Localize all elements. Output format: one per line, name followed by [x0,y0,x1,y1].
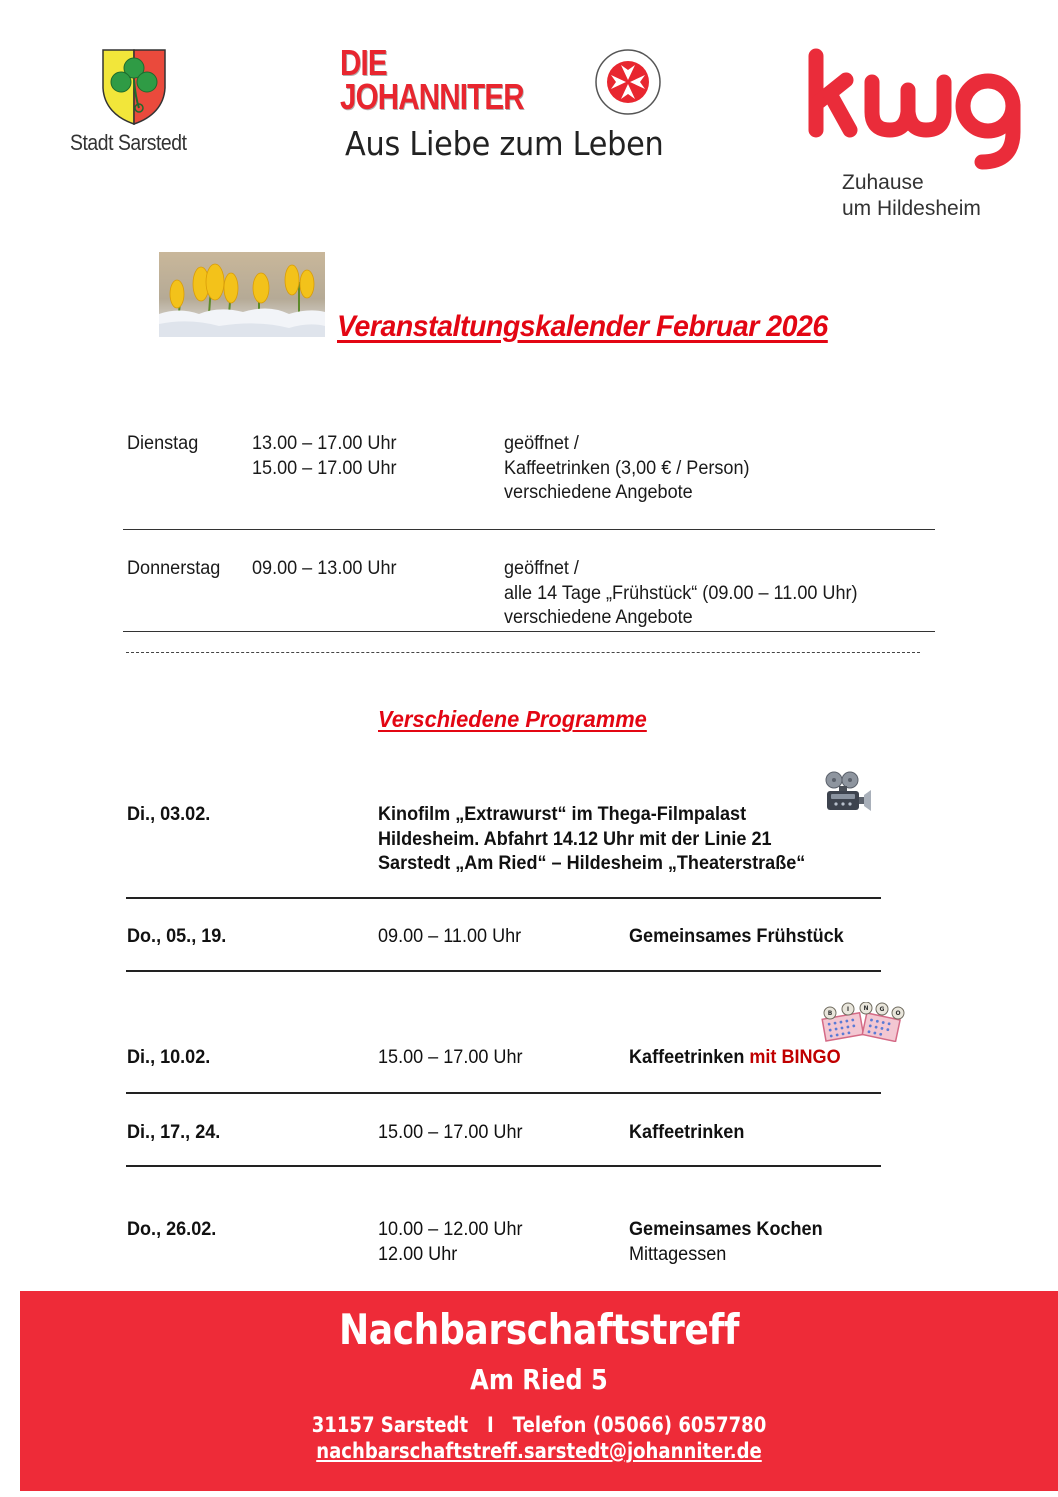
svg-text:N: N [863,1005,869,1012]
sarstedt-logo-label: Stadt Sarstedt [70,130,187,155]
divider [123,529,935,530]
hours-desc: geöffnet / [504,558,579,579]
event-line: Kinofilm „Extrawurst“ im Thega-Filmpalast [378,804,747,825]
event-title: Kaffeetrinken [629,1122,745,1143]
johanniter-logo-line1: DIE [340,42,387,83]
hours-times-thursday [252,557,397,582]
event-date: Do., 05., 19. [127,926,227,947]
event-date: Di., 10.02. [127,1047,211,1068]
divider [126,1092,881,1094]
hours-desc-thursday [504,557,858,631]
event-time: 12.00 Uhr [378,1243,458,1265]
event-date: Di., 17., 24. [127,1122,221,1143]
footer-email-link[interactable]: nachbarschaftstreff.sarstedt@johanniter.de [316,1439,762,1463]
event-line: Sarstedt „Am Ried“ – Hildesheim „Theaterstraße“ [378,853,806,874]
svg-text:I: I [846,1006,850,1013]
footer-banner [20,1291,1058,1491]
hours-desc-tuesday [504,432,750,506]
kwg-subtitle-line1: Zuhause [842,171,924,194]
svg-text:O: O [895,1010,901,1017]
event-times [378,1218,523,1267]
hours-time: 15.00 – 17.00 Uhr [252,457,397,479]
hours-desc: verschiedene Angebote [504,607,693,628]
hours-day-thursday: Donnerstag [127,558,221,579]
section-title-programs: Verschiedene Programme [378,706,647,732]
event-title-highlight: mit BINGO [749,1047,841,1068]
divider [126,897,881,899]
event-title-main: Kaffeetrinken [629,1047,745,1068]
event-time: 10.00 – 12.00 Uhr [378,1219,523,1240]
event-title-block [629,1218,823,1267]
kwg-subtitle [842,170,981,222]
johanniter-slogan: Aus Liebe zum Leben [345,124,664,163]
footer-phone: Telefon (05066) 6057780 [512,1413,767,1437]
svg-text:G: G [879,1006,885,1013]
johanniter-emblem-icon [594,48,662,116]
event-description [378,803,805,877]
sarstedt-coat-of-arms-icon [101,48,167,126]
film-projector-icon [823,771,873,813]
kwg-logo-icon [806,46,1028,174]
event-time: 15.00 – 17.00 Uhr [378,1122,523,1143]
hours-desc: verschiedene Angebote [504,482,693,503]
hours-time: 13.00 – 17.00 Uhr [252,433,397,454]
event-date: Do., 26.02. [127,1219,217,1240]
event-time: 15.00 – 17.00 Uhr [378,1047,523,1068]
crocus-in-snow-image [159,252,325,337]
footer-separator: I [487,1413,494,1437]
svg-text:B: B [827,1010,833,1017]
bingo-cards-icon [818,1002,906,1042]
hours-time: 09.00 – 13.00 Uhr [252,558,397,579]
divider [126,970,881,972]
footer-street: Am Ried 5 [470,1363,608,1396]
hours-desc: alle 14 Tage „Frühstück“ (09.00 – 11.00 Uhr) [504,582,858,604]
footer-title: Nachbarschaftstreff [338,1305,740,1354]
page-title: Veranstaltungskalender Februar 2026 [337,310,828,343]
event-title [629,1046,841,1071]
event-line: Hildesheim. Abfahrt 14.12 Uhr mit der Linie 21 [378,828,772,850]
footer-contact [93,1413,986,1437]
hours-day-tuesday: Dienstag [127,433,199,454]
hours-desc: Kaffeetrinken (3,00 € / Person) [504,457,750,479]
dashed-divider [126,652,920,653]
hours-desc: geöffnet / [504,433,579,454]
event-title: Gemeinsames Frühstück [629,926,844,947]
footer-city: 31157 Sarstedt [311,1413,469,1437]
event-title: Gemeinsames Kochen [629,1219,823,1240]
event-subtitle: Mittagessen [629,1243,727,1265]
divider [126,1165,881,1167]
johanniter-logo-text [340,42,524,117]
event-time: 09.00 – 11.00 Uhr [378,926,522,947]
hours-times-tuesday [252,432,397,481]
event-date: Di., 03.02. [127,804,211,825]
divider [123,631,935,632]
kwg-subtitle-line2: um Hildesheim [842,197,981,220]
johanniter-logo-line2: JOHANNITER [340,76,524,117]
